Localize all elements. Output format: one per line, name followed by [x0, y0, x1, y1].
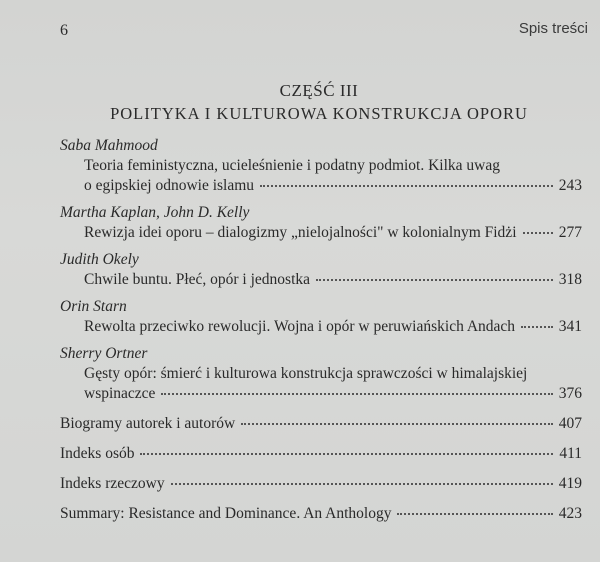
toc-back-matter-item	[60, 474, 582, 494]
entry-author: Sherry Ortner	[60, 345, 148, 362]
entry-title-text: o egipskiej odnowie islamu	[84, 177, 255, 194]
toc-back-matter-item	[60, 444, 582, 464]
back-matter-page: 407	[558, 415, 582, 432]
table-of-contents	[60, 136, 582, 534]
entry-title-line-with-page	[60, 384, 582, 404]
dot-leader	[161, 392, 552, 395]
entry-title-text: Rewolta przeciwko rewolucji. Wojna i opór w peruwiańskich Andach	[84, 318, 516, 335]
toc-entry	[60, 203, 582, 243]
dot-leader	[171, 482, 553, 485]
toc-entry	[60, 136, 582, 196]
dot-leader	[316, 278, 553, 281]
dot-leader	[397, 512, 552, 515]
dot-leader	[260, 184, 553, 187]
back-matter-page: 419	[558, 475, 582, 492]
entry-author: Judith Okely	[60, 251, 139, 268]
entry-title-line: Gęsty opór: śmierć i kulturowa konstrukcja sprawczości w himalajskiej	[84, 365, 528, 382]
entry-title-line-with-page	[60, 176, 582, 196]
page-number: 6	[60, 22, 68, 39]
back-matter-title: Biogramy autorek i autorów	[60, 415, 236, 432]
toc-entry	[60, 344, 582, 404]
toc-entry	[60, 297, 582, 337]
entry-title-line-with-page	[60, 223, 582, 243]
toc-entry	[60, 250, 582, 290]
section-title: Spis treści	[518, 20, 588, 37]
toc-back-matter-item	[60, 504, 582, 524]
part-title: POLITYKA I KULTUROWA KONSTRUKCJA OPORU	[110, 104, 528, 123]
entry-page-number: 376	[558, 385, 582, 402]
back-matter-page: 411	[559, 445, 582, 462]
entry-title-line-with-page	[60, 317, 582, 337]
dot-leader	[241, 422, 553, 425]
entry-author: Saba Mahmood	[60, 137, 158, 154]
entry-author: Orin Starn	[60, 298, 127, 315]
back-matter-title: Summary: Resistance and Dominance. An Anthology	[60, 505, 392, 522]
entry-page-number: 341	[558, 318, 582, 335]
part-label: CZĘŚĆ III	[279, 81, 359, 100]
back-matter-page: 423	[558, 505, 582, 522]
dot-leader	[521, 325, 553, 328]
entry-title-text: Chwile buntu. Płeć, opór i jednostka	[84, 271, 311, 288]
entry-title-line-with-page	[60, 270, 582, 290]
entry-page-number: 243	[558, 177, 582, 194]
entry-title-line: Teoria feministyczna, ucieleśnienie i podatny podmiot. Kilka uwag	[84, 157, 501, 174]
back-matter-title: Indeks rzeczowy	[60, 475, 165, 492]
entry-author: Martha Kaplan, John D. Kelly	[60, 204, 250, 221]
entry-page-number: 318	[558, 271, 582, 288]
toc-back-matter-item	[60, 414, 582, 434]
entry-page-number: 277	[558, 224, 582, 241]
part-heading	[60, 80, 578, 125]
back-matter-title: Indeks osób	[60, 445, 135, 462]
running-head	[0, 20, 600, 42]
dot-leader	[523, 231, 553, 234]
entry-title-text: wspinaczce	[84, 385, 156, 402]
dot-leader	[140, 452, 553, 455]
entry-title-text: Rewizja idei oporu – dialogizmy „nielojalności" w kolonialnym Fidżi	[84, 224, 517, 241]
